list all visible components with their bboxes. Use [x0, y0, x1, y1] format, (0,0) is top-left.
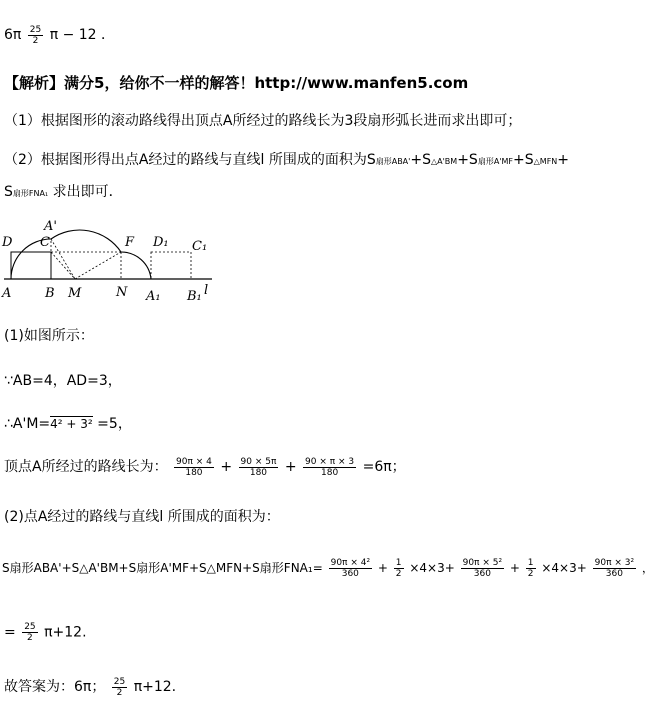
term-sub: 扇形A'MF	[477, 157, 514, 166]
term-plus: +S	[513, 152, 534, 168]
frac-den: 180	[321, 467, 339, 478]
area-result	[4, 622, 87, 643]
analysis-header: 【解析】满分5，给你不一样的解答！http://www.manfen5.com	[4, 74, 469, 92]
fraction	[394, 558, 404, 579]
frac-num: 1	[527, 558, 534, 568]
fraction	[461, 558, 504, 579]
term-sub: 扇形FNA₁	[12, 189, 49, 198]
frac-num: 25	[24, 622, 36, 632]
mid: ×4×3+	[409, 561, 455, 575]
frac-den: 2	[395, 569, 402, 579]
frac-den: 2	[527, 569, 534, 579]
term-sub: 扇形ABA'	[375, 157, 411, 166]
answer-part1: 6π	[4, 27, 22, 43]
label-a1: A₁	[146, 289, 161, 304]
frac-num: 90 × 5π	[240, 456, 277, 467]
equals: =	[4, 624, 16, 641]
frac-den: 2	[32, 35, 39, 46]
plus: +	[509, 561, 520, 575]
term-s: S	[366, 152, 376, 168]
label-n: N	[116, 285, 128, 300]
step-2-intro: （2）根据图形得出点A经过的路线与直线l 所围成的面积为	[4, 152, 367, 168]
equals: =	[312, 561, 323, 575]
label-b: B	[45, 286, 55, 301]
area-formula	[2, 558, 654, 579]
arc-2	[51, 230, 121, 252]
label-c1: C₁	[192, 239, 208, 254]
part-1-title: (1)如图所示：	[4, 328, 94, 344]
segment-mf	[75, 252, 121, 279]
label-b1: B₁	[187, 289, 202, 304]
term-plus: +S	[457, 152, 478, 168]
area-post: ，	[641, 561, 654, 575]
answer-top-line	[4, 24, 115, 46]
fraction	[526, 558, 536, 579]
am-pre: ∴A'M=	[4, 416, 51, 432]
frac-den: 180	[249, 467, 268, 478]
frac-num: 25	[113, 676, 126, 687]
label-l: l	[204, 283, 209, 298]
answer-post: π+12.	[133, 679, 177, 695]
frac-den: 180	[185, 467, 203, 478]
sqrt-radicand: 4² + 3²	[50, 417, 93, 431]
arc-length-calculation	[4, 456, 406, 478]
mid: ×4×3+	[541, 561, 587, 575]
area-terms: S扇形ABA'+S△A'BM+S扇形A'MF+S△MFN+S扇形FNA₁	[2, 561, 313, 575]
term-sub: △MFN	[533, 157, 558, 166]
label-a: A	[2, 286, 12, 301]
term-plus: +S	[410, 152, 431, 168]
term-s: S	[4, 184, 13, 200]
frac-den: 2	[116, 687, 123, 698]
step-2-continued	[4, 181, 123, 201]
am-post: =5，	[92, 416, 132, 432]
frac-num: 90π × 4	[176, 456, 212, 467]
plus: +	[284, 459, 297, 475]
final-answer	[4, 676, 176, 698]
plus: +	[377, 561, 388, 575]
segment-am	[51, 239, 75, 279]
rect-a1b1c1d1	[151, 252, 191, 279]
fraction	[303, 457, 356, 478]
am-calculation	[4, 413, 132, 433]
fraction	[174, 457, 214, 478]
plus: +	[220, 459, 233, 475]
fraction	[239, 457, 279, 478]
frac-num: 90π × 3²	[594, 558, 635, 568]
term-sub: △A'BM	[430, 157, 458, 166]
label-c: C	[40, 235, 50, 250]
segment-cm	[51, 252, 75, 279]
label-d: D	[2, 235, 13, 250]
step-1-text: （1）根据图形的滚动路线得出顶点A所经过的路线长为3段扇形弧长进而求出即可；	[4, 113, 522, 129]
fraction	[22, 622, 37, 643]
rect-abcd	[11, 252, 51, 279]
answer-pre: 故答案为：6π；	[4, 679, 106, 695]
fraction	[112, 677, 127, 698]
label-a-prime: A'	[44, 219, 57, 234]
arc-3	[121, 252, 151, 279]
frac-num: 1	[395, 558, 402, 568]
frac-den: 2	[27, 633, 33, 643]
frac-den: 360	[473, 569, 491, 579]
frac-num: 90π × 4²	[330, 558, 371, 568]
frac-num: 90 × π × 3	[305, 456, 355, 467]
label-m: M	[68, 286, 82, 301]
label-d1: D₁	[153, 235, 169, 250]
rolling-rectangle-figure	[0, 212, 230, 307]
arc-pre: 顶点A所经过的路线长为：	[4, 459, 168, 475]
part-2-title: (2)点A经过的路线与直线l 所围成的面积为：	[4, 509, 280, 525]
given-text: ∵AB=4，AD=3，	[4, 373, 122, 389]
frac-den: 360	[605, 569, 623, 579]
step-2-text	[4, 149, 569, 169]
arc-post: =6π；	[362, 459, 406, 475]
fraction	[593, 558, 636, 579]
step-2-end: 求出即可．	[52, 184, 123, 200]
fraction-25-2	[28, 25, 43, 46]
term-plus: +	[557, 152, 570, 168]
frac-num: 90π × 5²	[462, 558, 503, 568]
frac-den: 360	[341, 569, 359, 579]
fraction	[329, 558, 372, 579]
frac-num: 25	[29, 24, 42, 35]
label-f: F	[125, 235, 135, 250]
answer-part2: π − 12 ．	[49, 27, 116, 43]
result-post: π+12.	[44, 624, 87, 641]
